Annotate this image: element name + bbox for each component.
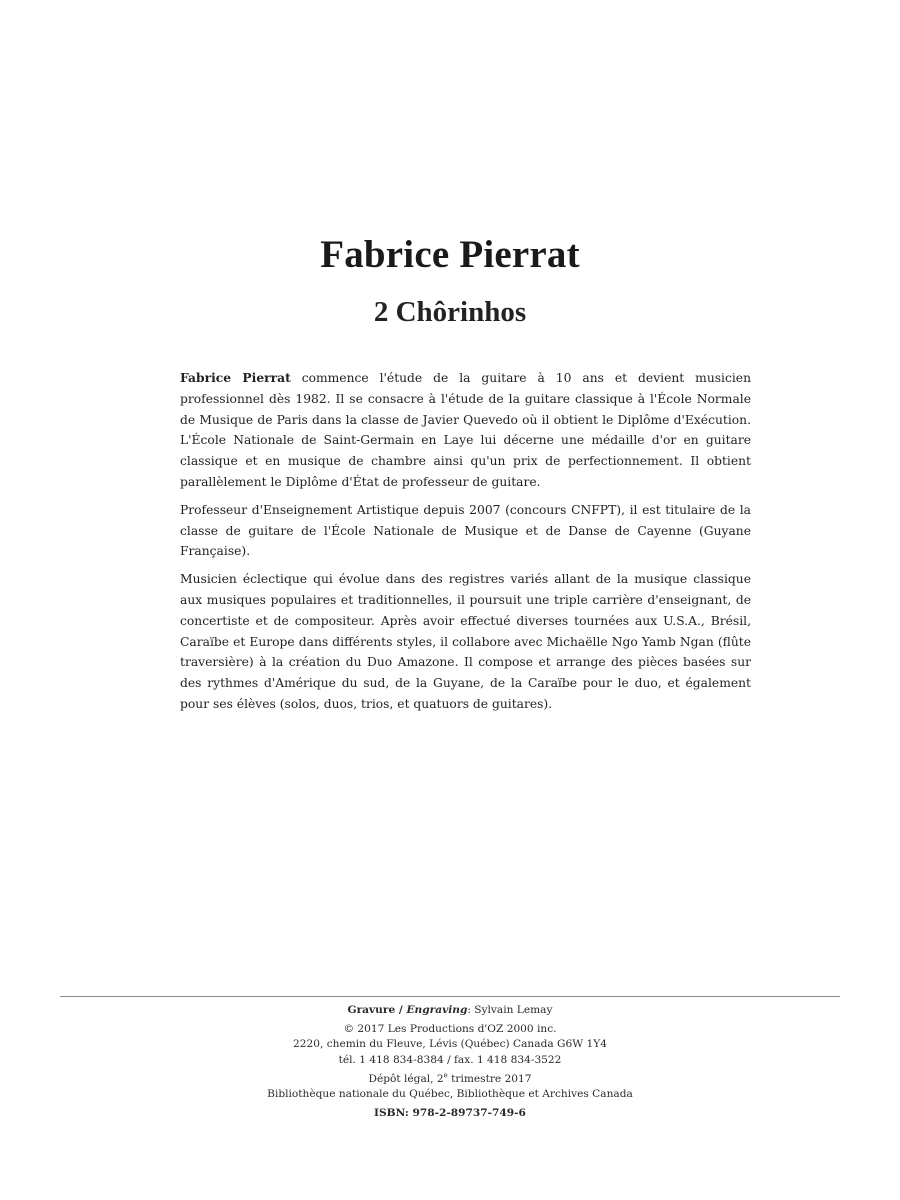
engraving-label-en: Engraving — [406, 1004, 468, 1016]
bio-paragraph-1 — [180, 368, 751, 493]
engraving-label: Gravure / — [347, 1004, 407, 1016]
bio-lead-name: Fabrice Pierrat — [180, 370, 291, 385]
bio-paragraph-1-text: commence l'étude de la guitare à 10 ans et devient musicien professionnel dès 1982. Il se consacre à l'étude de la guitare classique à l'École Normale de Musique de Paris dans la classe de Javier Quevedo où il obtient le Diplôme d'Exécution. L'École Nationale de Saint-Germain en Laye lui décerne une médaille d'or en guitare classique et en musique de chambre ainsi qu'un prix de perfectionnement. Il obtient parallèlement le Diplôme d'État de professeur de guitare. — [180, 371, 751, 489]
library-credit: Bibliothèque nationale du Québec, Bibliothèque et Archives Canada — [267, 1088, 633, 1101]
legal-deposit-prefix: Dépôt légal, 2 — [368, 1072, 444, 1085]
engraving-credit — [0, 1003, 900, 1018]
publisher-phone: tél. 1 418 834-8384 / fax. 1 418 834-3522 — [338, 1053, 562, 1066]
bio-paragraph-2: Professeur d'Enseignement Artistique depuis 2007 (concours CNFPT), il est titulaire de la classe de guitare de l'École Nationale de Musique et de Danse de Cayenne (Guyane Française). — [180, 502, 751, 559]
legal-deposit-suffix: trimestre 2017 — [447, 1072, 532, 1085]
page-title: Fabrice Pierrat — [320, 233, 580, 276]
engraving-separator: : — [467, 1004, 475, 1016]
isbn: ISBN: 978-2-89737-749-6 — [374, 1107, 526, 1120]
bio-paragraph-3: Musicien éclectique qui évolue dans des registres variés allant de la musique classique aux musiques populaires et traditionnelles, il poursuit une triple carrière d'enseignant, de concertiste et de compositeur. Après avoir effectué diverses tournées aux U.S.A., Brésil, Caraïbe et Europe dans différents styles, il collabore avec Michaëlle Ngo Yamb Ngan (flûte traversière) à la création du Duo Amazone. Il compose et arrange des pièces basées sur des rythmes d'Amérique du sud, de la Guyane, de la Caraïbe pour le duo, et également pour ses élèves (solos, duos, trios, et quatuors de guitares). — [180, 572, 751, 711]
credits-block — [0, 1003, 900, 1121]
page-subtitle: 2 Chôrinhos — [373, 296, 527, 328]
biography — [180, 368, 751, 722]
engraver-name: Sylvain Lemay — [474, 1004, 553, 1016]
copyright-line: © 2017 Les Productions d'OZ 2000 inc. — [343, 1023, 557, 1036]
legal-deposit-sup: e — [443, 1071, 448, 1080]
legal-deposit — [0, 1072, 900, 1087]
footer-divider — [60, 996, 840, 997]
publisher-address: 2220, chemin du Fleuve, Lévis (Québec) Canada G6W 1Y4 — [293, 1038, 607, 1051]
